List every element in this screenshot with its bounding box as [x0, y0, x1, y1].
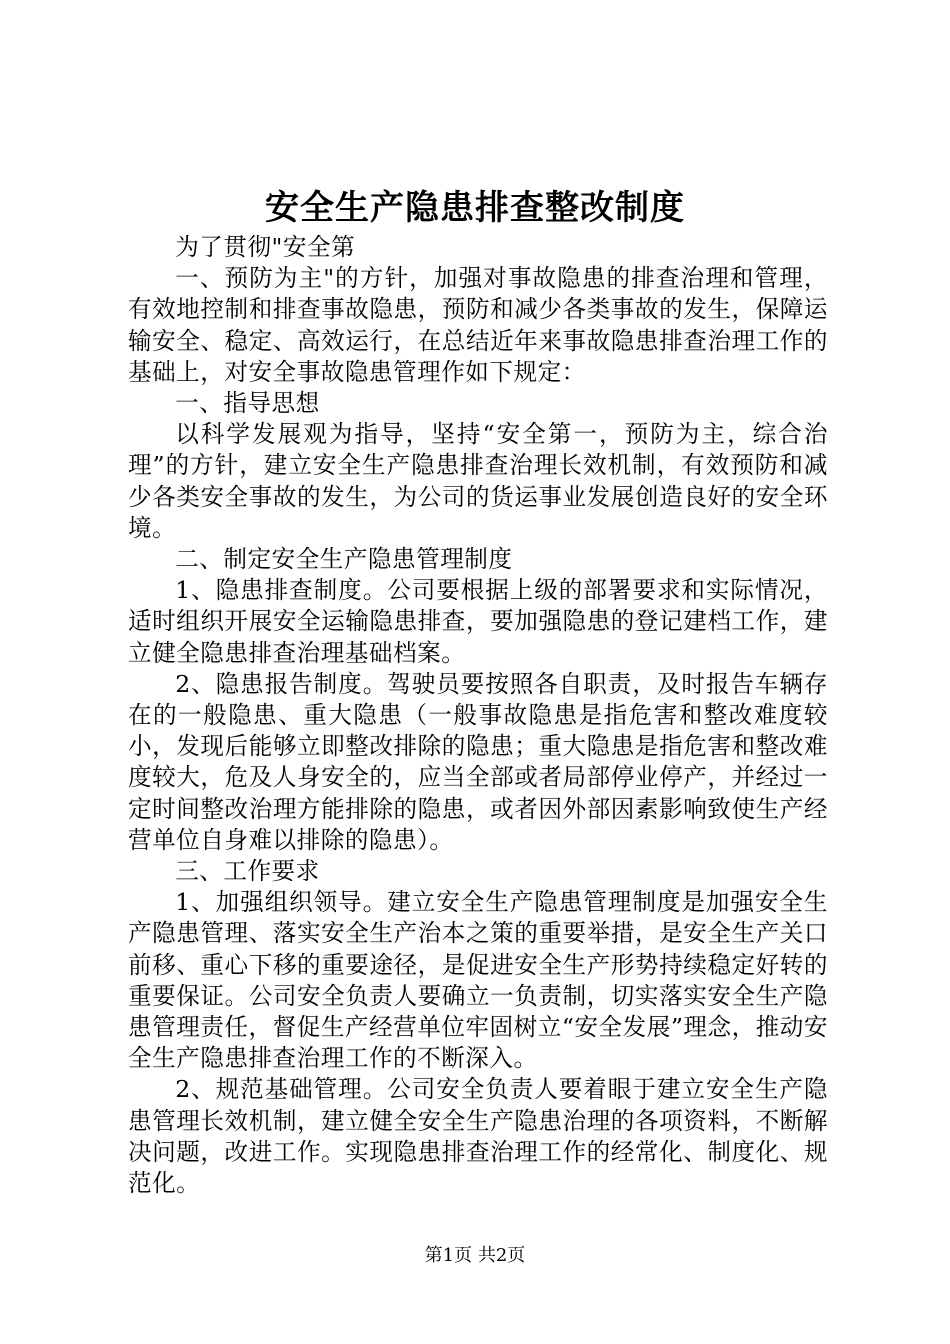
paragraph-basic-management: 2、规范基础管理。公司安全负责人要着眼于建立安全生产隐患管理长效机制，建立健全安全生产隐患治理的各项资料，不断解决问题，改进工作。实现隐患排查治理工作的经常化、制度化、规范化。 [128, 1075, 828, 1198]
document-title: 安全生产隐患排查整改制度 [265, 188, 685, 228]
paragraph-intro: 为了贯彻"安全第 [175, 233, 356, 261]
page-footer: 第1页 共2页 [424, 1245, 526, 1266]
section-heading-management-system: 二、制定安全生产隐患管理制度 [175, 545, 513, 574]
section-heading-work-requirements: 三、工作要求 [175, 857, 320, 886]
paragraph-policy: 一、预防为主"的方针，加强对事故隐患的排查治理和管理，有效地控制和排查事故隐患，预防和减少各类事故的发生，保障运输安全、稳定、高效运行，在总结近年来事故隐患排查治理工作的基础上，对安全事故隐患管理作如下规定： [128, 264, 828, 386]
paragraph-organizational-leadership: 1、加强组织领导。建立安全生产隐患管理制度是加强安全生产隐患管理、落实安全生产治本之策的重要举措，是安全生产关口前移、重心下移的重要途径，是促进安全生产形势持续稳定好转的重要保证。公司安全负责人要确立一负责制，切实落实安全生产隐患管理责任，督促生产经营单位牢固树立“安全发展”理念，推动安全生产隐患排查治理工作的不断深入。 [128, 888, 828, 1073]
paragraph-reporting-system: 2、隐患报告制度。驾驶员要按照各自职责，及时报告车辆存在的一般隐患、重大隐患（一般事故隐患是指危害和整改难度较小，发现后能够立即整改排除的隐患；重大隐患是指危害和整改难度较大，危及人身安全的，应当全部或者局部停业停产，并经过一定时间整改治理方能排除的隐患，或者因外部因素影响致使生产经营单位自身难以排除的隐患）。 [128, 669, 828, 854]
paragraph-guiding-ideology: 以科学发展观为指导，坚持“安全第一，预防为主，综合治理”的方针，建立安全生产隐患排查治理长效机制，有效预防和减少各类安全事故的发生，为公司的货运事业发展创造良好的安全环境。 [128, 420, 828, 542]
document-body [128, 232, 828, 1199]
paragraph-inspection-system: 1、隐患排查制度。公司要根据上级的部署要求和实际情况，适时组织开展安全运输隐患排查，要加强隐患的登记建档工作，建立健全隐患排查治理基础档案。 [128, 576, 828, 667]
section-heading-guiding-ideology: 一、指导思想 [175, 389, 320, 418]
